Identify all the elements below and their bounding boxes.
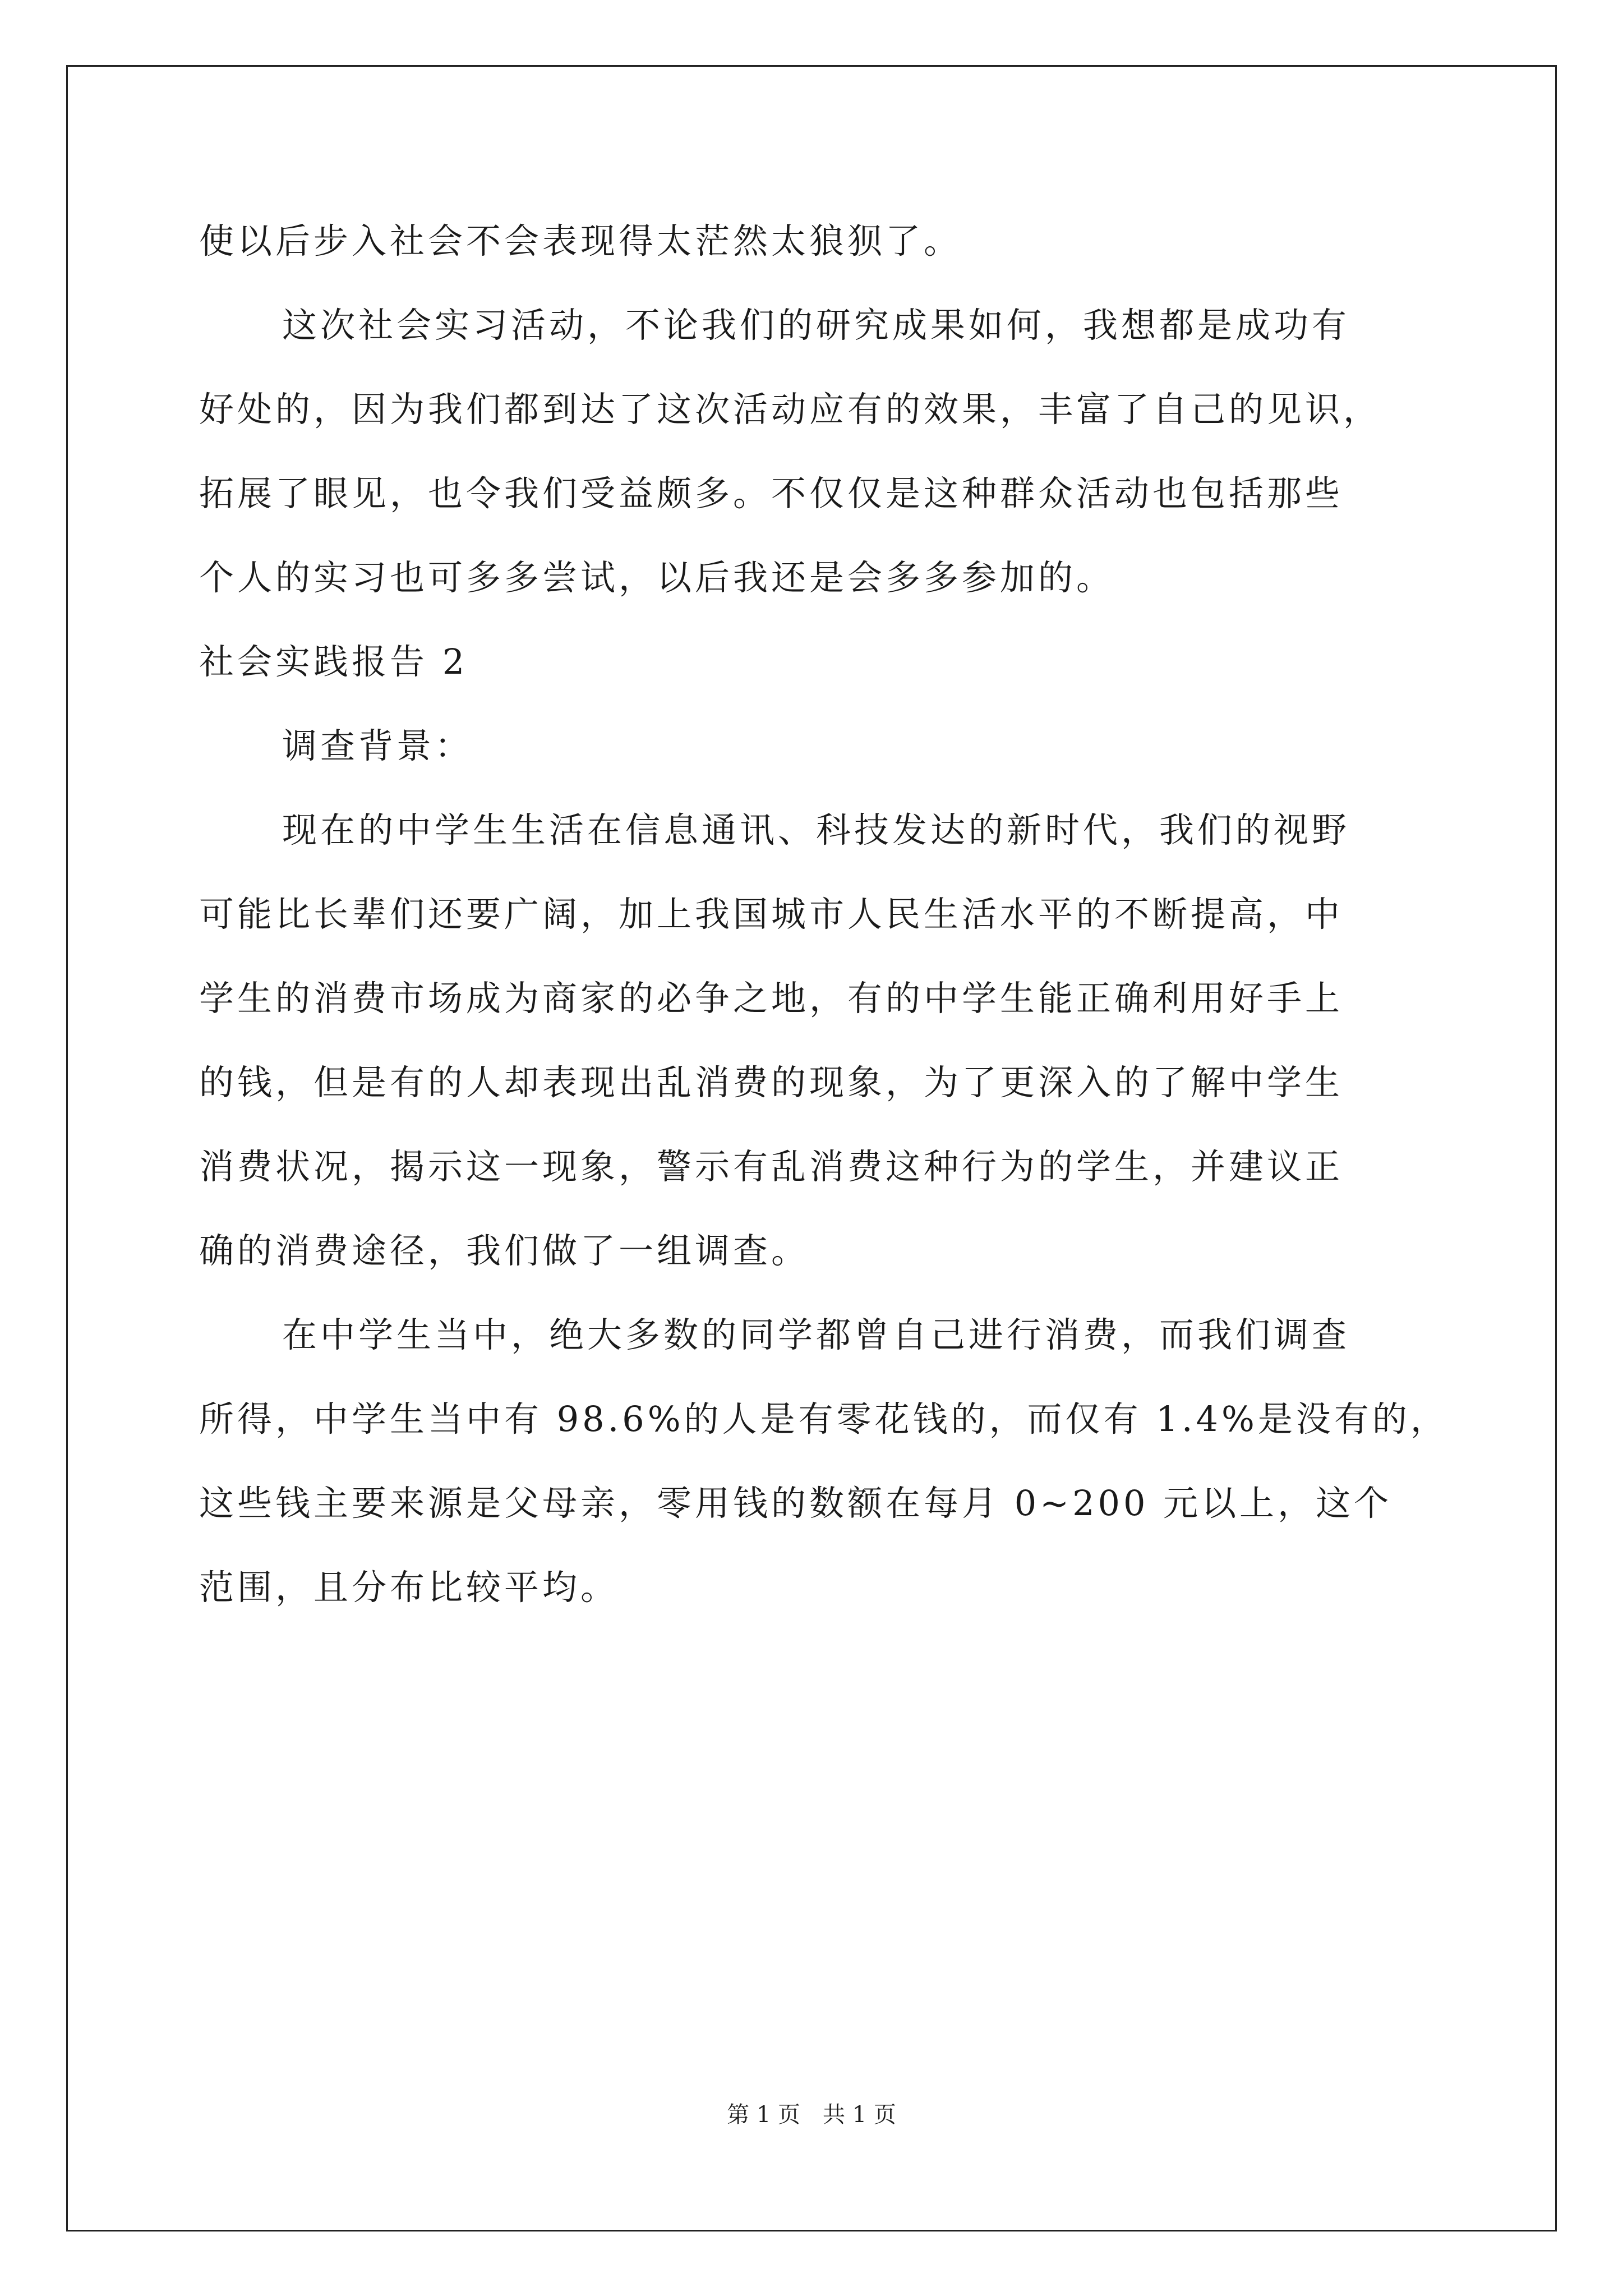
paragraph-line: 个人的实习也可多多尝试，以后我还是会多多参加的。 — [199, 557, 1115, 598]
paragraph-line: 使以后步入社会不会表现得太茫然太狼狈了。 — [199, 220, 962, 261]
page-number-footer: 第 1 页 共 1 页 — [727, 2102, 896, 2128]
section-heading: 社会实践报告 2 — [199, 641, 468, 682]
document-body — [199, 199, 1449, 1630]
paragraph-line: 在中学生当中，绝大多数的同学都曾自己进行消费，而我们调查 — [282, 1314, 1350, 1355]
paragraph-line: 范围，且分布比较平均。 — [199, 1567, 619, 1608]
paragraph-line: 学生的消费市场成为商家的必争之地，有的中学生能正确利用好手上 — [199, 978, 1344, 1019]
paragraph-line: 确的消费途径，我们做了一组调查。 — [199, 1230, 810, 1271]
paragraph-line: 所得，中学生当中有 98.6%的人是有零花钱的，而仅有 1.4%是没有的， — [199, 1398, 1449, 1439]
paragraph-line: 调查背景： — [282, 725, 473, 766]
paragraph-line: 的钱，但是有的人却表现出乱消费的现象，为了更深入的了解中学生 — [199, 1062, 1344, 1103]
paragraph-line: 可能比长辈们还要广阔，加上我国城市人民生活水平的不断提高，中 — [199, 894, 1344, 935]
paragraph-line: 现在的中学生生活在信息通讯、科技发达的新时代，我们的视野 — [282, 809, 1350, 850]
paragraph-line: 拓展了眼见，也令我们受益颇多。不仅仅是这种群众活动也包括那些 — [199, 473, 1344, 514]
paragraph-line: 好处的，因为我们都到达了这次活动应有的效果，丰富了自己的见识， — [199, 389, 1382, 430]
paragraph-line: 这次社会实习活动，不论我们的研究成果如何，我想都是成功有 — [282, 305, 1350, 346]
paragraph-line: 消费状况，揭示这一现象，警示有乱消费这种行为的学生，并建议正 — [199, 1146, 1344, 1187]
paragraph-line: 这些钱主要来源是父母亲，零用钱的数额在每月 0~200 元以上，这个 — [199, 1483, 1393, 1524]
